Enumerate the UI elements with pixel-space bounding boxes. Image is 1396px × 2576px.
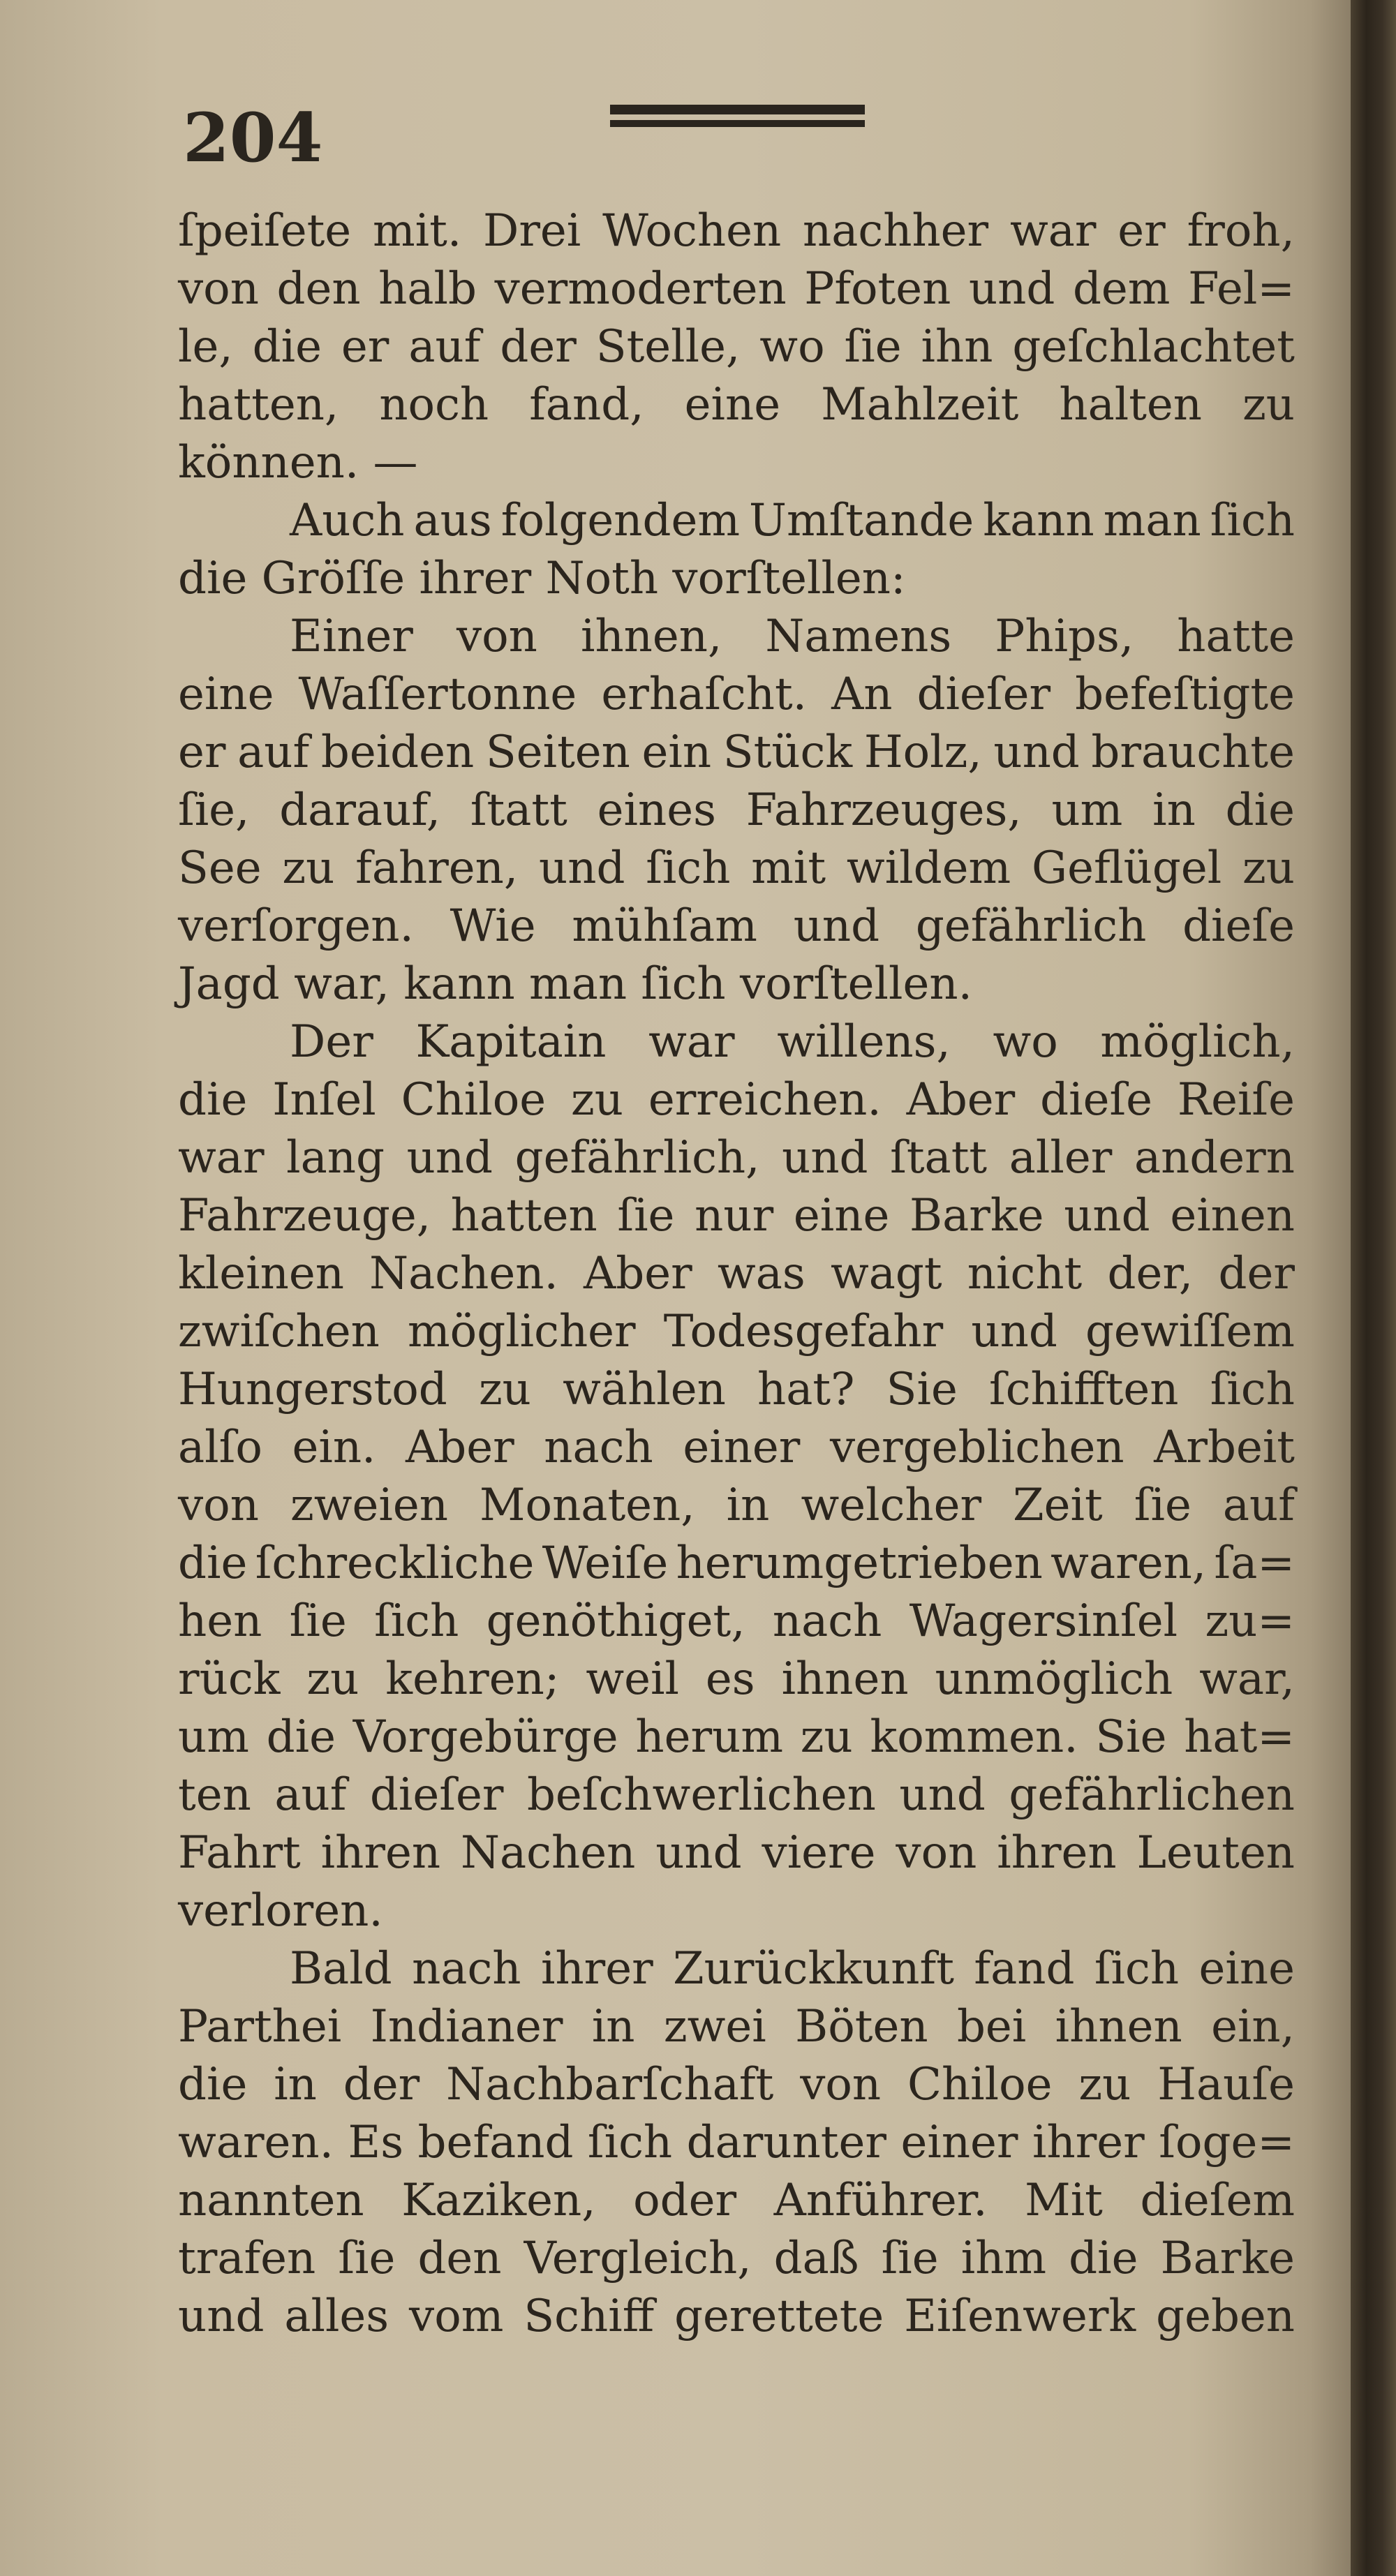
text-line	[178, 1419, 1295, 1477]
word: ihrer	[1032, 2117, 1145, 2168]
word: An	[831, 669, 893, 720]
word: zu	[1242, 842, 1295, 894]
word: Todesgefahr	[663, 1306, 944, 1357]
text-line	[178, 2172, 1295, 2230]
text-line	[178, 1708, 1295, 1766]
word: ſchifften	[989, 1364, 1179, 1415]
word: Wagersinſel	[909, 1595, 1178, 1647]
word: viere	[762, 1827, 876, 1879]
word: fahren,	[355, 842, 519, 894]
word: Fahrzeuge,	[178, 1190, 431, 1242]
word: Eiſenwerk	[904, 2291, 1136, 2342]
word: verſorgen.	[178, 900, 414, 952]
word: und	[655, 1827, 742, 1879]
word: vom	[409, 2291, 504, 2342]
word: dieſem	[1140, 2175, 1295, 2226]
word: von	[178, 1480, 259, 1531]
word: Nachbarſchaft	[446, 2059, 774, 2110]
word: zu	[1078, 2059, 1131, 2110]
word: waren,	[1050, 1538, 1207, 1589]
word: um	[1051, 784, 1123, 836]
word: um	[178, 1711, 249, 1763]
word: von	[896, 1827, 977, 1879]
word: die	[1069, 2233, 1138, 2284]
word: die	[178, 1538, 248, 1589]
word: eine	[178, 669, 274, 720]
word: Hauſe	[1157, 2059, 1295, 2110]
word: Reiſe	[1177, 1074, 1295, 1126]
word: in	[274, 2059, 317, 2110]
text-line	[178, 1361, 1295, 1419]
word: herum	[635, 1711, 783, 1763]
word: nur	[695, 1190, 774, 1242]
word: hat?	[757, 1364, 855, 1415]
word: zu=	[1205, 1595, 1295, 1647]
text-line	[178, 260, 1295, 318]
word: Sie	[1095, 1711, 1167, 1763]
word: ihn	[921, 321, 993, 373]
word: es	[705, 1653, 755, 1705]
word: hatten,	[178, 379, 339, 431]
word: zwei	[663, 2001, 766, 2053]
word: Einer	[290, 611, 413, 662]
word: folgendem	[500, 495, 741, 546]
word: Auch	[290, 495, 405, 546]
word: Drei	[483, 205, 581, 257]
word: ſoge=	[1159, 2117, 1295, 2168]
word: der	[500, 321, 577, 373]
word: nach	[412, 1943, 521, 1995]
word: Der	[290, 1016, 373, 1068]
word: und	[1064, 1190, 1150, 1242]
text-line	[178, 1940, 1295, 1998]
word: Fel=	[1188, 263, 1295, 315]
word: was	[717, 1248, 805, 1300]
word: zu	[1242, 379, 1295, 431]
word: le,	[178, 321, 233, 373]
word: wagt	[830, 1248, 942, 1300]
word: und	[406, 1132, 493, 1184]
word: welcher	[801, 1480, 982, 1531]
word: Parthei	[178, 2001, 342, 2053]
word: ſtatt	[470, 784, 567, 836]
word: möglicher	[407, 1306, 636, 1357]
word: fand,	[529, 379, 644, 431]
word: Zeit	[1013, 1480, 1103, 1531]
word: der	[343, 2059, 420, 2110]
word: er	[1117, 205, 1166, 257]
word: Vergleich,	[524, 2233, 752, 2284]
word: gefährlich	[915, 900, 1147, 952]
word: mit.	[372, 205, 462, 257]
word: ſie	[881, 2233, 939, 2284]
word: Geflügel	[1031, 842, 1222, 894]
word: möglich,	[1100, 1016, 1295, 1068]
text-line	[178, 1071, 1295, 1129]
word: hat=	[1184, 1711, 1295, 1763]
word: geben	[1156, 2291, 1295, 2342]
word: Stück	[722, 727, 853, 778]
word: Leuten	[1136, 1827, 1295, 1879]
word: gefährlichen	[1009, 1769, 1295, 1821]
word: kommen.	[870, 1711, 1078, 1763]
word: Umſtande	[749, 495, 974, 546]
text-line	[178, 840, 1295, 898]
word: ſich	[587, 2117, 673, 2168]
word: Weiſe	[542, 1538, 669, 1589]
text-line: die Gröſſe ihrer Noth vorſtellen:	[178, 553, 906, 604]
word: weil	[586, 1653, 679, 1705]
text-line	[178, 1187, 1295, 1245]
text-line	[178, 2056, 1295, 2114]
book-gutter-shadow	[1351, 0, 1396, 2576]
word: ſie	[289, 1595, 347, 1647]
word: ein.	[292, 1422, 376, 1473]
word: mit	[751, 842, 826, 894]
body-text	[178, 202, 1295, 2346]
word: Fahrt	[178, 1827, 301, 1879]
word: Wochen	[602, 205, 782, 257]
word: war	[648, 1016, 735, 1068]
word: dieſer	[369, 1769, 504, 1821]
word: der	[1218, 1248, 1295, 1300]
word: Mahlzeit	[821, 379, 1019, 431]
word: die	[266, 1711, 336, 1763]
word: nach	[544, 1422, 653, 1473]
word: erhaſcht.	[601, 669, 807, 720]
text-line	[178, 1593, 1295, 1651]
word: Aber	[906, 1074, 1016, 1126]
word: er	[178, 727, 226, 778]
word: ihnen	[1055, 2001, 1182, 2053]
word: ten	[178, 1769, 251, 1821]
text-line	[178, 1013, 1295, 1071]
word: ihnen	[781, 1653, 909, 1705]
word: und	[993, 727, 1080, 778]
word: Monaten,	[480, 1480, 695, 1531]
word: dieſe	[1040, 1074, 1152, 1126]
word: eine	[793, 1190, 890, 1242]
word: ihren	[997, 1827, 1117, 1879]
word: hen	[178, 1595, 262, 1647]
word: von	[178, 263, 259, 315]
text-line	[178, 782, 1295, 840]
word: hatte	[1177, 611, 1295, 662]
word: zu	[306, 1653, 359, 1705]
text-line	[178, 1129, 1295, 1187]
word: befand	[417, 2117, 574, 2168]
word: Sie	[886, 1364, 958, 1415]
word: die	[178, 1074, 248, 1126]
word: alſo	[178, 1422, 262, 1473]
word: Holz,	[863, 727, 982, 778]
word: und	[793, 900, 880, 952]
word: Zurückkunft	[673, 1943, 954, 1995]
word: Bald	[290, 1943, 392, 1995]
word: zu	[571, 1074, 623, 1126]
word: Hungerstod	[178, 1364, 447, 1415]
text-line	[178, 1477, 1295, 1535]
word: alles	[284, 2291, 389, 2342]
word: noch	[379, 379, 489, 431]
word: Aber	[406, 1422, 514, 1473]
word: rück	[178, 1653, 281, 1705]
word: zu	[478, 1364, 531, 1415]
word: er	[341, 321, 389, 373]
word: willens,	[777, 1016, 951, 1068]
text-line	[178, 376, 1295, 434]
word: Es	[348, 2117, 404, 2168]
text-line	[178, 1998, 1295, 2056]
text-line	[178, 1824, 1295, 1882]
word: Phips,	[995, 611, 1134, 662]
word: befeſtigte	[1075, 669, 1295, 720]
word: den	[276, 263, 361, 315]
word: ſie	[844, 321, 902, 373]
text-line	[178, 492, 1295, 550]
word: Seiten	[485, 727, 630, 778]
word: ſich	[1210, 495, 1295, 546]
word: darauf,	[279, 784, 441, 836]
word: eines	[597, 784, 716, 836]
word: ſich	[1210, 1364, 1295, 1415]
word: halb	[378, 263, 477, 315]
word: wo	[993, 1016, 1058, 1068]
word: ihnen,	[580, 611, 722, 662]
header-rule	[610, 105, 865, 135]
word: unmöglich	[935, 1653, 1173, 1705]
word: von	[800, 2059, 882, 2110]
word: Chiloe	[907, 2059, 1053, 2110]
word: genöthiget,	[486, 1595, 745, 1647]
word: halten	[1059, 379, 1202, 431]
word: oder	[633, 2175, 737, 2226]
word: und	[971, 1306, 1057, 1357]
word: nicht	[967, 1248, 1083, 1300]
word: ſie	[617, 1190, 675, 1242]
word: herumgetrieben	[676, 1538, 1043, 1589]
word: eine	[1198, 1943, 1295, 1995]
word: Barke	[1160, 2233, 1295, 2284]
text-line	[178, 2114, 1295, 2172]
word: waren.	[178, 2117, 334, 2168]
word: auf	[274, 1769, 347, 1821]
text-line	[178, 2288, 1295, 2346]
word: andern	[1134, 1132, 1295, 1184]
word: war	[1009, 205, 1097, 257]
word: eine	[684, 379, 781, 431]
word: ſpeiſete	[178, 205, 352, 257]
text-line	[178, 898, 1295, 955]
word: ein	[641, 727, 712, 778]
word: Waſſertonne	[298, 669, 577, 720]
word: zu	[282, 842, 335, 894]
word: Kaziken,	[401, 2175, 596, 2226]
word: ein,	[1211, 2001, 1295, 2053]
word: einer	[683, 1422, 801, 1473]
word: ſie	[338, 2233, 396, 2284]
word: aus	[413, 495, 492, 546]
word: mühſam	[572, 900, 757, 952]
word: froh,	[1187, 205, 1295, 257]
word: gerettete	[674, 2291, 884, 2342]
word: ſie	[1134, 1480, 1191, 1531]
word: ſie,	[178, 784, 250, 836]
word: nach	[772, 1595, 882, 1647]
word: kleinen	[178, 1248, 344, 1300]
text-line	[178, 2230, 1295, 2288]
word: der,	[1107, 1248, 1194, 1300]
word: Wie	[450, 900, 536, 952]
word: wo	[759, 321, 825, 373]
word: gefährlich,	[514, 1132, 760, 1184]
word: Schiff	[524, 2291, 655, 2342]
word: Anführer.	[773, 2175, 988, 2226]
word: darunter	[686, 2117, 886, 2168]
word: man	[1103, 495, 1201, 546]
word: Kapitain	[415, 1016, 607, 1068]
word: Pfoten	[804, 263, 951, 315]
word: kehren;	[385, 1653, 560, 1705]
text-line: Jagd war, kann man ſich vorſtellen.	[178, 958, 972, 1010]
text-line	[178, 666, 1295, 724]
word: Mit	[1025, 2175, 1103, 2226]
word: See	[178, 842, 262, 894]
word: ſchreckliche	[255, 1538, 535, 1589]
word: gewiſſem	[1085, 1306, 1295, 1357]
word: Fahrzeuges,	[745, 784, 1022, 836]
word: ihren	[320, 1827, 441, 1879]
word: Vorgebürge	[352, 1711, 618, 1763]
word: und	[178, 2291, 265, 2342]
word: Aber	[584, 1248, 692, 1300]
word: geſchlachtet	[1012, 321, 1295, 373]
text-line	[178, 608, 1295, 666]
word: war,	[1199, 1653, 1295, 1705]
text-line	[178, 318, 1295, 376]
word: erreichen.	[648, 1074, 882, 1126]
word: zwiſchen	[178, 1306, 380, 1357]
word: einen	[1170, 1190, 1295, 1242]
word: Chiloe	[401, 1074, 547, 1126]
word: zweien	[290, 1480, 448, 1531]
word: beiden	[320, 727, 475, 778]
word: die	[252, 321, 322, 373]
word: nannten	[178, 2175, 364, 2226]
word: wählen	[563, 1364, 726, 1415]
word: ihm	[960, 2233, 1047, 2284]
word: Arbeit	[1154, 1422, 1295, 1473]
word: fand	[974, 1943, 1075, 1995]
word: in	[1152, 784, 1196, 836]
word: vermoderten	[494, 263, 787, 315]
word: und	[899, 1769, 986, 1821]
word: ſich	[646, 842, 731, 894]
word: Namens	[765, 611, 952, 662]
text-line	[178, 1303, 1295, 1361]
text-line	[178, 1535, 1295, 1593]
word: und	[968, 263, 1055, 315]
word: ſich	[374, 1595, 459, 1647]
word: von	[456, 611, 537, 662]
word: die	[178, 2059, 248, 2110]
word: Inſel	[272, 1074, 376, 1126]
word: war	[178, 1132, 265, 1184]
word: Indianer	[370, 2001, 563, 2053]
word: ſich	[1094, 1943, 1180, 1995]
word: daß	[773, 2233, 859, 2284]
word: nachher	[803, 205, 989, 257]
text-line	[178, 724, 1295, 782]
text-line	[178, 1651, 1295, 1708]
text-line: können. —	[178, 437, 418, 489]
page-number: 204	[183, 98, 323, 177]
word: hatten	[450, 1190, 597, 1242]
word: ſtatt	[890, 1132, 988, 1184]
word: trafen	[178, 2233, 316, 2284]
word: bei	[956, 2001, 1027, 2053]
word: kann	[983, 495, 1094, 546]
word: Nachen	[460, 1827, 636, 1879]
word: und	[782, 1132, 868, 1184]
word: den	[417, 2233, 502, 2284]
word: in	[726, 1480, 770, 1531]
word: Barke	[909, 1190, 1044, 1242]
word: wildem	[846, 842, 1011, 894]
word: dieſer	[916, 669, 1051, 720]
text-line	[178, 1766, 1295, 1824]
text-line	[178, 1245, 1295, 1303]
word: ihrer	[540, 1943, 653, 1995]
word: Nachen.	[369, 1248, 558, 1300]
word: in	[591, 2001, 635, 2053]
word: aller	[1009, 1132, 1113, 1184]
word: ſa=	[1214, 1538, 1295, 1589]
word: vergeblichen	[830, 1422, 1124, 1473]
word: und	[539, 842, 625, 894]
word: brauchte	[1091, 727, 1295, 778]
word: die	[1225, 784, 1295, 836]
word: dieſe	[1182, 900, 1295, 952]
word: beſchwerlichen	[526, 1769, 876, 1821]
word: Böten	[795, 2001, 928, 2053]
word: auf	[408, 321, 481, 373]
word: Stelle,	[595, 321, 741, 373]
text-line	[178, 202, 1295, 260]
word: zu	[800, 1711, 853, 1763]
word: lang	[286, 1132, 385, 1184]
word: auf	[237, 727, 310, 778]
text-line: verloren.	[178, 1885, 383, 1937]
word: auf	[1222, 1480, 1295, 1531]
word: einer	[900, 2117, 1018, 2168]
word: dem	[1072, 263, 1171, 315]
